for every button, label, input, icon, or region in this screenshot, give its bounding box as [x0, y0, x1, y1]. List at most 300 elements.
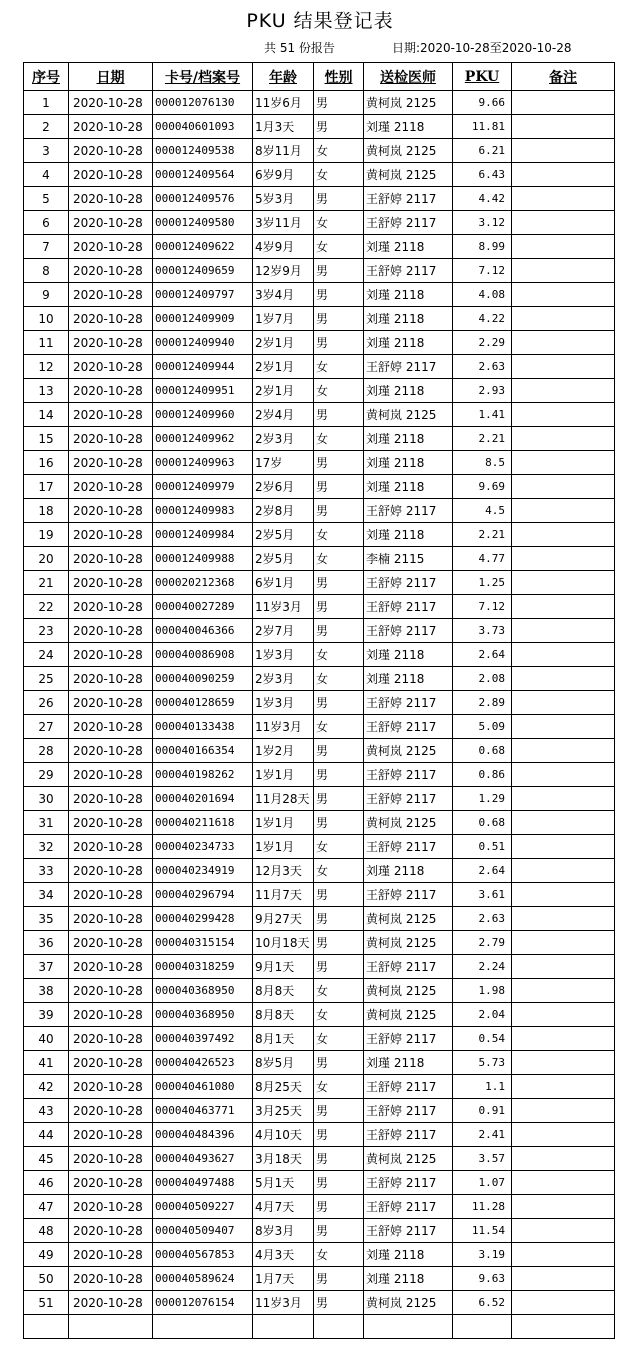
cell-date: 2020-10-28: [69, 91, 153, 115]
cell-note: [512, 1267, 615, 1291]
cell-seq: 10: [24, 307, 69, 331]
cell-card: 000012409564: [153, 163, 253, 187]
cell-seq: 41: [24, 1051, 69, 1075]
cell-card: 000012409538: [153, 139, 253, 163]
cell-card: 000040497488: [153, 1171, 253, 1195]
cell-seq: 21: [24, 571, 69, 595]
table-row: [24, 811, 615, 835]
cell-card: 000012409944: [153, 355, 253, 379]
cell-card: 000040211618: [153, 811, 253, 835]
cell-date: 2020-10-28: [69, 451, 153, 475]
table-row: [24, 403, 615, 427]
cell-sex: 女: [314, 523, 364, 547]
cell-doctor: 王舒婷 2117: [364, 715, 453, 739]
cell-age: 2岁1月: [253, 379, 314, 403]
cell-age: 12月3天: [253, 859, 314, 883]
cell-card: 000012409909: [153, 307, 253, 331]
cell-age: 1岁7月: [253, 307, 314, 331]
cell-note: [512, 379, 615, 403]
cell-age: 8月1天: [253, 1027, 314, 1051]
table-row: [24, 115, 615, 139]
cell-pku: 4.42: [453, 187, 512, 211]
cell-doctor: 王舒婷 2117: [364, 1075, 453, 1099]
cell-note: [512, 1291, 615, 1315]
table-row: [24, 1147, 615, 1171]
cell-doctor: 黄柯岚 2125: [364, 739, 453, 763]
cell-sex: 女: [314, 1075, 364, 1099]
cell-seq: 27: [24, 715, 69, 739]
results-table: [23, 62, 615, 1339]
cell-pku: 1.07: [453, 1171, 512, 1195]
cell-sex: 女: [314, 427, 364, 451]
cell-seq: 2: [24, 115, 69, 139]
cell-seq: 32: [24, 835, 69, 859]
cell-note: [512, 307, 615, 331]
cell-date: 2020-10-28: [69, 1243, 153, 1267]
cell-card: 000040589624: [153, 1267, 253, 1291]
cell-age: 11岁6月: [253, 91, 314, 115]
cell-sex: 男: [314, 571, 364, 595]
cell-note: [512, 739, 615, 763]
cell-age: 4月10天: [253, 1123, 314, 1147]
cell-doctor: [364, 1315, 453, 1339]
cell-seq: 9: [24, 283, 69, 307]
cell-sex: 男: [314, 1195, 364, 1219]
cell-age: 8月25天: [253, 1075, 314, 1099]
cell-date: 2020-10-28: [69, 643, 153, 667]
cell-card: 000012409659: [153, 259, 253, 283]
col-header-age: 年龄: [253, 63, 314, 91]
cell-sex: 男: [314, 787, 364, 811]
cell-doctor: 王舒婷 2117: [364, 211, 453, 235]
cell-seq: 20: [24, 547, 69, 571]
cell-note: [512, 523, 615, 547]
cell-note: [512, 1243, 615, 1267]
table-row: [24, 307, 615, 331]
cell-seq: 14: [24, 403, 69, 427]
table-row: [24, 331, 615, 355]
table-row: [24, 595, 615, 619]
cell-note: [512, 403, 615, 427]
cell-doctor: 刘瑾 2118: [364, 1051, 453, 1075]
cell-sex: 男: [314, 1219, 364, 1243]
cell-seq: 34: [24, 883, 69, 907]
cell-age: 1月3天: [253, 115, 314, 139]
cell-card: 000040046366: [153, 619, 253, 643]
cell-sex: 女: [314, 1243, 364, 1267]
cell-pku: 2.41: [453, 1123, 512, 1147]
cell-doctor: 黄柯岚 2125: [364, 979, 453, 1003]
cell-seq: 31: [24, 811, 69, 835]
cell-sex: 女: [314, 379, 364, 403]
cell-age: 1岁1月: [253, 835, 314, 859]
cell-date: 2020-10-28: [69, 1051, 153, 1075]
cell-card: 000040198262: [153, 763, 253, 787]
cell-doctor: 黄柯岚 2125: [364, 1291, 453, 1315]
col-header-note: 备注: [512, 63, 615, 91]
cell-doctor: 黄柯岚 2125: [364, 403, 453, 427]
cell-date: 2020-10-28: [69, 667, 153, 691]
cell-seq: 6: [24, 211, 69, 235]
cell-date: 2020-10-28: [69, 1267, 153, 1291]
cell-note: [512, 163, 615, 187]
cell-note: [512, 451, 615, 475]
cell-card: 000012409580: [153, 211, 253, 235]
cell-age: 2岁1月: [253, 355, 314, 379]
cell-note: [512, 115, 615, 139]
col-header-doctor: 送检医师: [364, 63, 453, 91]
cell-age: 2岁3月: [253, 427, 314, 451]
cell-note: [512, 283, 615, 307]
cell-pku: 8.99: [453, 235, 512, 259]
cell-sex: 女: [314, 979, 364, 1003]
cell-seq: 47: [24, 1195, 69, 1219]
cell-seq: 42: [24, 1075, 69, 1099]
table-row: [24, 643, 615, 667]
cell-sex: 男: [314, 1123, 364, 1147]
cell-doctor: 王舒婷 2117: [364, 1027, 453, 1051]
cell-sex: 男: [314, 499, 364, 523]
cell-note: [512, 1315, 615, 1339]
table-row: [24, 979, 615, 1003]
cell-pku: 4.22: [453, 307, 512, 331]
cell-pku: 3.61: [453, 883, 512, 907]
cell-pku: 2.29: [453, 331, 512, 355]
cell-doctor: 黄柯岚 2125: [364, 1003, 453, 1027]
cell-card: 000040234919: [153, 859, 253, 883]
cell-note: [512, 475, 615, 499]
cell-card: 000040318259: [153, 955, 253, 979]
cell-card: 000040027289: [153, 595, 253, 619]
cell-note: [512, 331, 615, 355]
cell-seq: 5: [24, 187, 69, 211]
cell-doctor: 刘瑾 2118: [364, 451, 453, 475]
cell-pku: 4.5: [453, 499, 512, 523]
table-row: [24, 259, 615, 283]
table-row: [24, 715, 615, 739]
cell-doctor: 王舒婷 2117: [364, 499, 453, 523]
table-row: [24, 667, 615, 691]
cell-age: 4岁9月: [253, 235, 314, 259]
cell-note: [512, 643, 615, 667]
cell-doctor: 王舒婷 2117: [364, 835, 453, 859]
cell-sex: 男: [314, 1099, 364, 1123]
table-row: [24, 163, 615, 187]
cell-seq: 43: [24, 1099, 69, 1123]
cell-seq: 13: [24, 379, 69, 403]
cell-seq: 4: [24, 163, 69, 187]
cell-sex: 男: [314, 907, 364, 931]
cell-note: [512, 931, 615, 955]
cell-sex: 男: [314, 1171, 364, 1195]
cell-pku: 9.66: [453, 91, 512, 115]
col-header-card: 卡号/档案号: [153, 63, 253, 91]
cell-doctor: 李楠 2115: [364, 547, 453, 571]
cell-sex: 男: [314, 91, 364, 115]
cell-pku: 4.77: [453, 547, 512, 571]
cell-age: 11月7天: [253, 883, 314, 907]
cell-pku: 6.21: [453, 139, 512, 163]
cell-age: 8月8天: [253, 979, 314, 1003]
cell-note: [512, 1171, 615, 1195]
table-row: [24, 547, 615, 571]
cell-card: 000012409962: [153, 427, 253, 451]
cell-note: [512, 979, 615, 1003]
cell-date: 2020-10-28: [69, 811, 153, 835]
cell-date: 2020-10-28: [69, 715, 153, 739]
cell-note: [512, 355, 615, 379]
cell-pku: 3.73: [453, 619, 512, 643]
cell-sex: 男: [314, 187, 364, 211]
table-row: [24, 859, 615, 883]
cell-age: 8岁3月: [253, 1219, 314, 1243]
cell-doctor: 王舒婷 2117: [364, 1123, 453, 1147]
cell-doctor: 刘瑾 2118: [364, 283, 453, 307]
table-row: [24, 955, 615, 979]
cell-pku: 2.64: [453, 859, 512, 883]
cell-card: 000040086908: [153, 643, 253, 667]
cell-sex: 男: [314, 619, 364, 643]
cell-doctor: 黄柯岚 2125: [364, 1147, 453, 1171]
page-title: PKU 结果登记表: [246, 10, 394, 32]
cell-sex: 男: [314, 883, 364, 907]
cell-doctor: 刘瑾 2118: [364, 331, 453, 355]
cell-date: 2020-10-28: [69, 259, 153, 283]
cell-date: 2020-10-28: [69, 1171, 153, 1195]
table-row: [24, 763, 615, 787]
cell-pku: 3.19: [453, 1243, 512, 1267]
cell-pku: 4.08: [453, 283, 512, 307]
cell-note: [512, 907, 615, 931]
cell-pku: 9.63: [453, 1267, 512, 1291]
cell-doctor: 刘瑾 2118: [364, 475, 453, 499]
cell-date: 2020-10-28: [69, 1147, 153, 1171]
cell-age: 2岁8月: [253, 499, 314, 523]
cell-pku: 0.91: [453, 1099, 512, 1123]
cell-pku: 2.89: [453, 691, 512, 715]
table-row: [24, 1219, 615, 1243]
cell-note: [512, 1195, 615, 1219]
cell-sex: 女: [314, 235, 364, 259]
cell-age: 1岁3月: [253, 643, 314, 667]
table-row: [24, 1075, 615, 1099]
cell-date: 2020-10-28: [69, 379, 153, 403]
cell-doctor: 刘瑾 2118: [364, 859, 453, 883]
cell-sex: 女: [314, 1003, 364, 1027]
cell-age: 2岁3月: [253, 667, 314, 691]
cell-age: 4月3天: [253, 1243, 314, 1267]
cell-card: 000012409963: [153, 451, 253, 475]
cell-doctor: 刘瑾 2118: [364, 1243, 453, 1267]
cell-sex: 男: [314, 475, 364, 499]
cell-age: 9月27天: [253, 907, 314, 931]
cell-age: 12岁9月: [253, 259, 314, 283]
cell-pku: 0.54: [453, 1027, 512, 1051]
cell-date: 2020-10-28: [69, 187, 153, 211]
cell-card: 000012409960: [153, 403, 253, 427]
table-row: [24, 1243, 615, 1267]
cell-age: 8岁5月: [253, 1051, 314, 1075]
cell-sex: 男: [314, 763, 364, 787]
table-row: [24, 451, 615, 475]
cell-note: [512, 667, 615, 691]
cell-pku: 1.29: [453, 787, 512, 811]
cell-card: 000012409983: [153, 499, 253, 523]
cell-sex: 男: [314, 283, 364, 307]
cell-doctor: 刘瑾 2118: [364, 235, 453, 259]
cell-date: 2020-10-28: [69, 211, 153, 235]
table-row: [24, 1291, 615, 1315]
cell-note: [512, 691, 615, 715]
table-row: [24, 235, 615, 259]
cell-note: [512, 811, 615, 835]
cell-card: 000012409797: [153, 283, 253, 307]
table-row: [24, 475, 615, 499]
cell-seq: 26: [24, 691, 69, 715]
cell-date: 2020-10-28: [69, 1075, 153, 1099]
cell-date: 2020-10-28: [69, 355, 153, 379]
cell-seq: 8: [24, 259, 69, 283]
cell-pku: 1.1: [453, 1075, 512, 1099]
table-row: [24, 1267, 615, 1291]
table-row: [24, 1003, 615, 1027]
cell-doctor: 刘瑾 2118: [364, 667, 453, 691]
cell-pku: 8.5: [453, 451, 512, 475]
cell-seq: 22: [24, 595, 69, 619]
cell-date: 2020-10-28: [69, 787, 153, 811]
cell-doctor: 王舒婷 2117: [364, 955, 453, 979]
table-row: [24, 211, 615, 235]
cell-age: 2岁5月: [253, 523, 314, 547]
cell-seq: 39: [24, 1003, 69, 1027]
table-row: [24, 379, 615, 403]
cell-date: 2020-10-28: [69, 307, 153, 331]
cell-date: 2020-10-28: [69, 763, 153, 787]
cell-pku: 7.12: [453, 259, 512, 283]
cell-pku: 9.69: [453, 475, 512, 499]
cell-note: [512, 427, 615, 451]
cell-note: [512, 259, 615, 283]
cell-age: 4月7天: [253, 1195, 314, 1219]
cell-date: 2020-10-28: [69, 907, 153, 931]
cell-date: 2020-10-28: [69, 739, 153, 763]
cell-note: [512, 1075, 615, 1099]
cell-note: [512, 187, 615, 211]
cell-pku: 0.68: [453, 811, 512, 835]
cell-pku: 7.12: [453, 595, 512, 619]
cell-card: 000040166354: [153, 739, 253, 763]
cell-seq: 37: [24, 955, 69, 979]
cell-seq: 48: [24, 1219, 69, 1243]
cell-pku: 2.63: [453, 355, 512, 379]
cell-doctor: 王舒婷 2117: [364, 259, 453, 283]
cell-pku: 1.98: [453, 979, 512, 1003]
cell-sex: 女: [314, 835, 364, 859]
cell-doctor: 黄柯岚 2125: [364, 163, 453, 187]
cell-date: 2020-10-28: [69, 427, 153, 451]
cell-card: 000012409940: [153, 331, 253, 355]
cell-age: 1岁3月: [253, 691, 314, 715]
cell-note: [512, 211, 615, 235]
table-row: [24, 787, 615, 811]
cell-doctor: 刘瑾 2118: [364, 523, 453, 547]
cell-note: [512, 715, 615, 739]
cell-card: 000040397492: [153, 1027, 253, 1051]
cell-doctor: 刘瑾 2118: [364, 427, 453, 451]
cell-date: 2020-10-28: [69, 883, 153, 907]
table-row: [24, 91, 615, 115]
cell-seq: 49: [24, 1243, 69, 1267]
cell-age: 11岁3月: [253, 595, 314, 619]
cell-date: 2020-10-28: [69, 619, 153, 643]
cell-card: 000040601093: [153, 115, 253, 139]
cell-seq: 40: [24, 1027, 69, 1051]
cell-age: [253, 1315, 314, 1339]
cell-card: 000040368950: [153, 979, 253, 1003]
cell-seq: [24, 1315, 69, 1339]
cell-age: 6岁1月: [253, 571, 314, 595]
table-body: [24, 91, 615, 1339]
table-row: [24, 691, 615, 715]
cell-seq: 33: [24, 859, 69, 883]
cell-age: 17岁: [253, 451, 314, 475]
cell-doctor: 王舒婷 2117: [364, 1171, 453, 1195]
cell-note: [512, 787, 615, 811]
cell-sex: 女: [314, 355, 364, 379]
cell-date: 2020-10-28: [69, 691, 153, 715]
cell-note: [512, 763, 615, 787]
cell-date: 2020-10-28: [69, 139, 153, 163]
cell-date: [69, 1315, 153, 1339]
col-header-date: 日期: [69, 63, 153, 91]
cell-note: [512, 91, 615, 115]
cell-note: [512, 235, 615, 259]
cell-age: 5岁3月: [253, 187, 314, 211]
cell-note: [512, 955, 615, 979]
cell-date: 2020-10-28: [69, 571, 153, 595]
cell-sex: 男: [314, 259, 364, 283]
cell-doctor: 王舒婷 2117: [364, 619, 453, 643]
cell-card: 000012409984: [153, 523, 253, 547]
cell-pku: 11.28: [453, 1195, 512, 1219]
cell-sex: 女: [314, 547, 364, 571]
cell-card: 000040509407: [153, 1219, 253, 1243]
cell-sex: 男: [314, 307, 364, 331]
table-row: [24, 283, 615, 307]
cell-note: [512, 835, 615, 859]
cell-pku: 2.21: [453, 427, 512, 451]
cell-doctor: 王舒婷 2117: [364, 187, 453, 211]
table-row: [24, 1315, 615, 1339]
cell-sex: 女: [314, 211, 364, 235]
cell-pku: 6.52: [453, 1291, 512, 1315]
cell-date: 2020-10-28: [69, 547, 153, 571]
cell-date: 2020-10-28: [69, 1123, 153, 1147]
cell-date: 2020-10-28: [69, 403, 153, 427]
cell-seq: 16: [24, 451, 69, 475]
cell-seq: 51: [24, 1291, 69, 1315]
cell-age: 3岁11月: [253, 211, 314, 235]
cell-doctor: 王舒婷 2117: [364, 355, 453, 379]
cell-seq: 1: [24, 91, 69, 115]
cell-seq: 36: [24, 931, 69, 955]
cell-sex: 男: [314, 115, 364, 139]
cell-sex: 女: [314, 163, 364, 187]
cell-sex: 女: [314, 139, 364, 163]
table-row: [24, 619, 615, 643]
cell-seq: 12: [24, 355, 69, 379]
cell-note: [512, 571, 615, 595]
